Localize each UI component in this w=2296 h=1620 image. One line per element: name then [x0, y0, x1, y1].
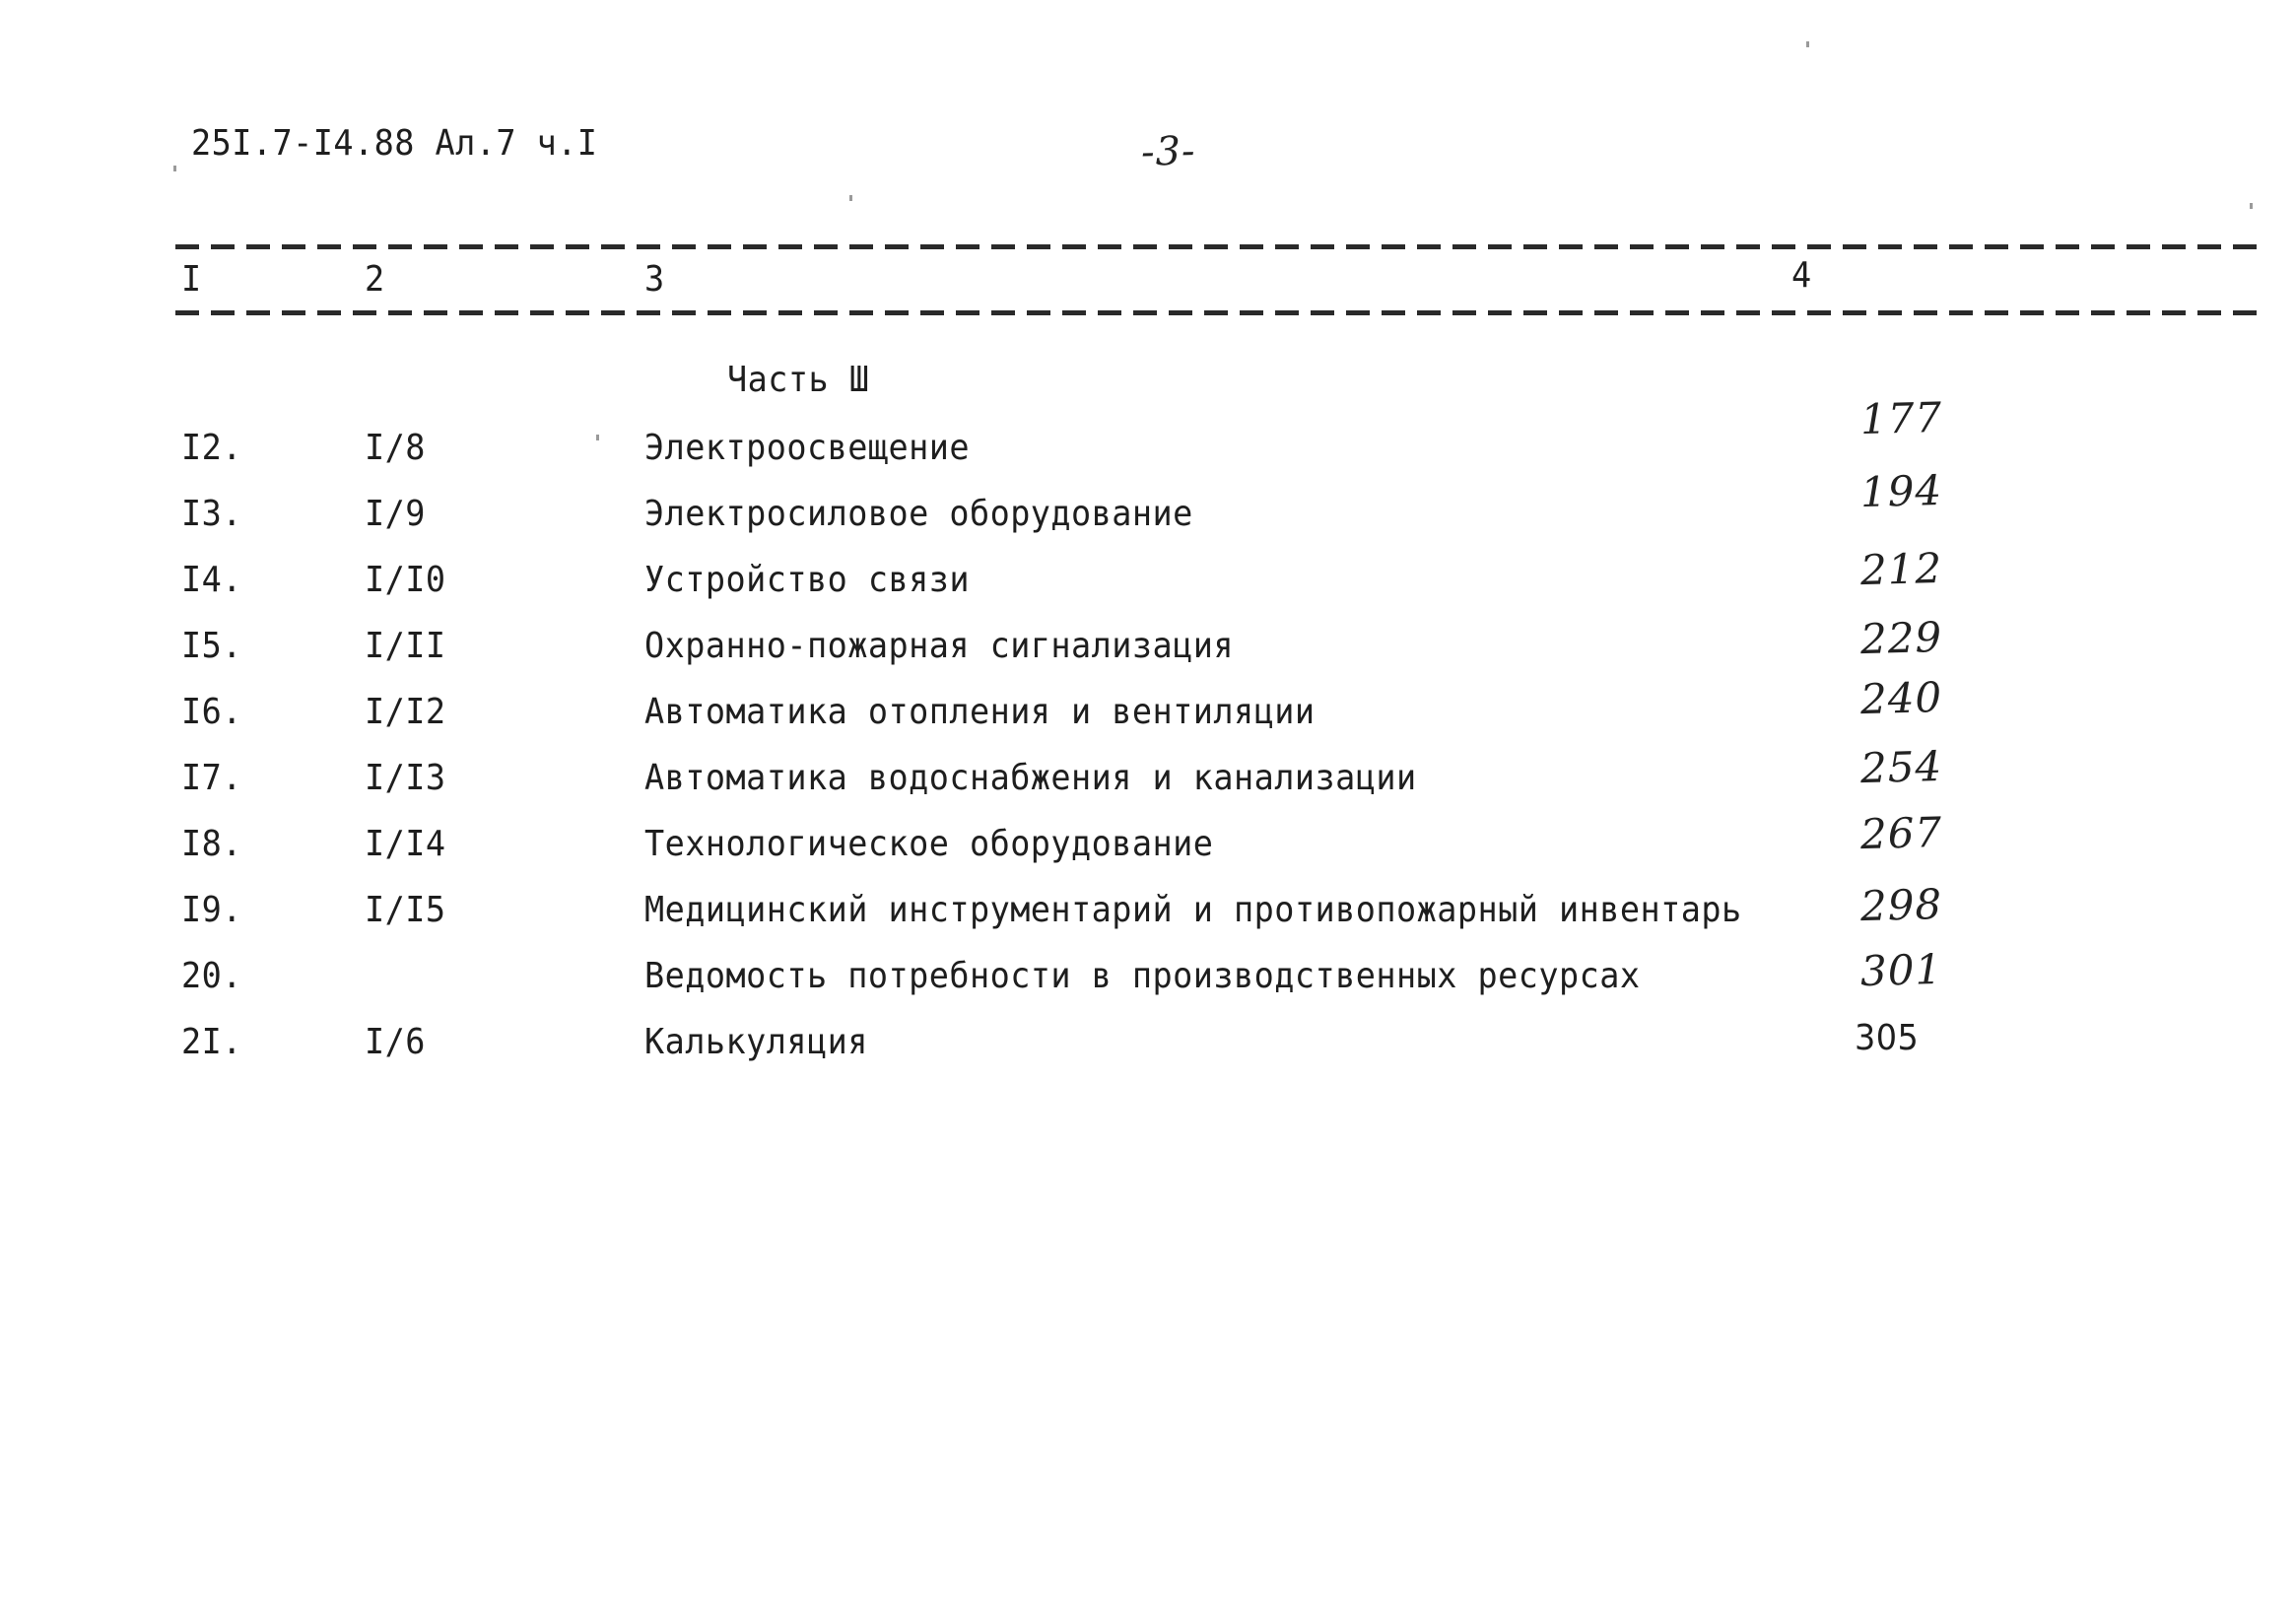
row-reference: I/I3	[365, 758, 446, 798]
row-title: Электросиловое оборудование	[644, 494, 1193, 534]
row-page: 194	[1859, 465, 1943, 517]
row-page: 229	[1859, 612, 1943, 664]
row-page: 240	[1859, 672, 1943, 724]
header-bottom-rule	[175, 310, 2260, 315]
row-page: 177	[1859, 392, 1943, 444]
document-code: 25I.7-I4.88 Ал.7 ч.I	[191, 123, 598, 164]
row-title: Электроосвещение	[644, 428, 970, 468]
column-header-1: I	[181, 259, 202, 300]
row-number: I8.	[181, 824, 242, 864]
row-page: 267	[1859, 807, 1943, 859]
column-header-2: 2	[365, 259, 385, 300]
scan-speck	[1806, 41, 1809, 47]
row-title: Медицинский инструментарий и противопожарный инвентарь	[644, 890, 1742, 930]
row-number: I2.	[181, 428, 242, 468]
row-page: 301	[1859, 944, 1943, 996]
row-reference: I/I4	[365, 824, 446, 864]
row-page: 305	[1855, 1018, 1920, 1058]
row-title: Автоматика отопления и вентиляции	[644, 692, 1316, 732]
row-reference: I/I2	[365, 692, 446, 732]
row-title: Устройство связи	[644, 560, 970, 600]
row-reference: I/6	[365, 1022, 426, 1062]
scan-speck	[849, 195, 852, 201]
row-number: I3.	[181, 494, 242, 534]
row-number: I9.	[181, 890, 242, 930]
row-number: I5.	[181, 626, 242, 666]
row-number: I4.	[181, 560, 242, 600]
row-title: Калькуляция	[644, 1022, 868, 1062]
row-page: 212	[1859, 543, 1943, 595]
row-title: Охранно-пожарная сигнализация	[644, 626, 1235, 666]
scan-speck	[2250, 203, 2253, 209]
row-number: 20.	[181, 956, 242, 996]
column-header-3: 3	[644, 259, 665, 300]
row-reference: I/II	[365, 626, 446, 666]
row-title: Автоматика водоснабжения и канализации	[644, 758, 1417, 798]
row-title: Ведомость потребности в производственных ресурсах	[644, 956, 1641, 996]
section-title: Часть Ш	[727, 360, 870, 400]
row-title: Технологическое оборудование	[644, 824, 1214, 864]
column-header-4: 4	[1791, 255, 1812, 296]
row-page: 298	[1859, 879, 1943, 931]
row-reference: I/8	[365, 428, 426, 468]
row-reference: I/9	[365, 494, 426, 534]
row-reference: I/I0	[365, 560, 446, 600]
row-number: I6.	[181, 692, 242, 732]
row-number: 2I.	[181, 1022, 242, 1062]
row-number: I7.	[181, 758, 242, 798]
header-top-rule	[175, 244, 2260, 249]
scan-speck	[173, 166, 176, 171]
scan-speck	[596, 435, 599, 440]
row-page: 254	[1859, 741, 1943, 793]
row-reference: I/I5	[365, 890, 446, 930]
page-number: -3-	[1140, 128, 1197, 175]
